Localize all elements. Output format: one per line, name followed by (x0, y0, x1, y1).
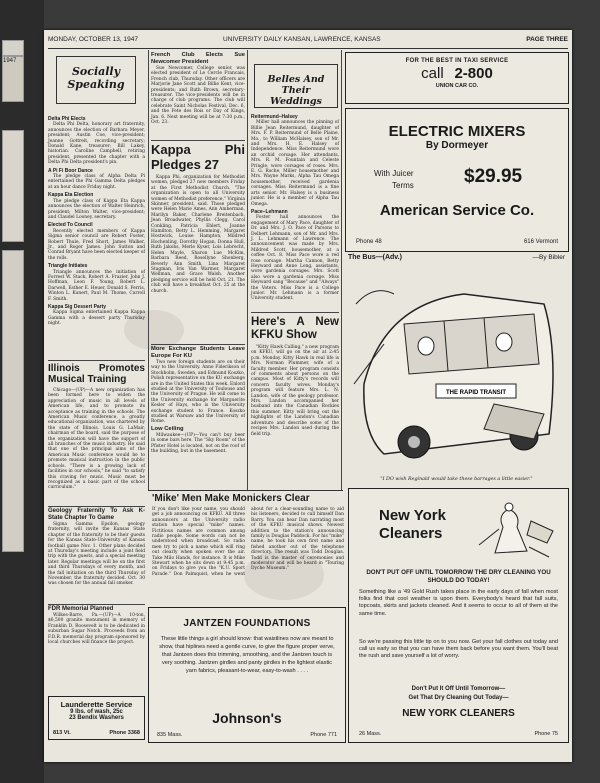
jantzen-store: Johnson's (212, 710, 282, 726)
cleaners-slogan-1: Don't Put It Off Until Tomorrow— (411, 686, 506, 692)
low-ceiling-body: Milwaukee—(UP)—You can't buy beer in some bars here. The "Sky Room" of the Pfister Hotel is located, not on the roof of the building, but in the basement. (151, 433, 245, 455)
kappa-phi-headline: Kappa Phi Pledges 27 (151, 142, 245, 172)
page-header (48, 34, 568, 49)
low-ceiling-article (151, 426, 245, 488)
launderette-price: 9 lbs. of wash, 25c (70, 709, 123, 715)
kappa-phi-body: Kappa Phi, organization for Methodist women, pledged 27 new members Friday at the First Methodist Church. "The organization is open to all University women of Methodist preference," Virginia Skinner, president, said. Those pledged were Helen Marie Ames, Ann Amberman, Marilyn Baker, Charlene Breitenbach, Jean Broadwater, Phyllis Clegg, Carol Conkling, Patricia Ehlert, Joanne Hamilton, Betty L. Hemming, Margaret Hostwick, Louise Hampton, Mildred Hochenling, Dorothy Hogan, Donna Hull, Ruth Jakobs, Merle Kyser, Lois Lebrecht, Helen Mayle, Sharon Lue McKim, Barbara Reed, Rosellyne Shonberg, Beverly Ann Smith, Lina Margaret Stagman, Iris Van Warmer, Margaret Wellman, and Grace Walsh. Another pledging service will be held Oct. 21. The club will have a breakfast Oct. 25 at the church. (151, 175, 245, 294)
cleaners-title: New York Cleaners (379, 507, 446, 542)
society-item: Kappa Sig Dessert Party Kappa Sigma entertained Kappa Kappa Gamma with a dessert party Thursday night. (48, 304, 145, 327)
newspaper-page (44, 30, 572, 762)
society-item: Elected To Council Recently elected members of Kappa Sigma senior council are Robert Foster, Robert Thule, Fred Short, James Walker, Jr., and Roger James. John Sutton and Conrad Bryant have been elected keeper of the rolls. (48, 222, 145, 261)
edge-year: 1947 (3, 58, 17, 64)
wedding-item: Pace–Lehmann Foster hall announces the engagement of Mary Pace, daughter of Dr. and Mrs. J. O. Pace of Parsons to Delbert Lehmann, son of Mr. and Mrs. J. L. Lehmann of Lawrence. The announcement was made by Mrs. Mildred Scott, housemother, at a coffee Oct. 8. Miss Pace wore a red rose corsage. Martha Cannon, Betty Heyward and Anne Long, assistants, wore gardenia corsages. Mrs. Scott also wore a gardenia corsage. Miss Heyward sang "Because" and "Always" the Voters. Miss Pace is a College junior. Mr. Lehmann is a former University student. (251, 208, 339, 302)
french-club-headline: French Club Elects Sue Newcomer President (151, 52, 245, 65)
kfku-article (251, 316, 339, 486)
cleaners-address: 26 Mass. (359, 731, 382, 737)
geology-body: Sigma Gamma Epsilon, geology fraternity, will invite the Kansas State chapter of the fraternity to be their guests for the Kansas State-University of Kansas football game Nov. 1. Other plans decided at Thursday's meeting include a joint field trip with the guests, and a special meeting later. Regular meetings will be on the first and third Thursdays of every month, and the fall initiation on the third Thursday of November, the fraternity decided. Oct. 30 was chosen for the annual fall smoker. (48, 522, 145, 587)
belles-column (251, 112, 339, 302)
adjacent-page-edge (0, 0, 44, 783)
illinois-headline: Illinois Promotes Musical Training (48, 363, 145, 385)
header-date: MONDAY, OCTOBER 13, 1947 (48, 36, 138, 43)
jantzen-phone: Phone 771 (310, 732, 337, 738)
cleaners-phone: Phone 75 (534, 731, 558, 737)
jantzen-title: JANTZEN FOUNDATIONS (183, 618, 311, 629)
jantzen-copy: These little things a girl should know: that waistlines now are meant to show, that hiplines need a gentle curve, to give the figure proper verve, that Jantzen does this trimming, smoothing, and the Jantzen touch is very soothing. Jantzen girdles and panty girdles in the lightest elastic yarn fabrics, pleasant-to-wear, easy-to-wash . . . . (159, 636, 335, 674)
society-item: Triangle Initiates Triangle announces the initiation of Forrest W. Stack, Robert A. Frazier, John J. Hoffman, Leon F. Young, Robert L. Darwell, Esther E. Heuer, Donald S. Ferris, Winton L. Kunert, Paul M. Thome, Carroll F. Smith. (48, 263, 145, 302)
fdr-article (48, 606, 145, 694)
taxi-call: call 2-800 (421, 65, 493, 82)
jantzen-ad (148, 607, 346, 743)
belles-title: Belles And Their Weddings (254, 64, 338, 108)
french-club-body: Sue Newcomer, College senior, was elected president of Le Cercle Francais, French club, Thursday. Other officers are Marjorie Jane Scott and Billie Kent, vice-presidents; and Ruth Brown, secretary-treasurer. The vice-presidents will be in charge of club programs. The club will celebrate Saint Nicholas Festival, Dec. 6, and the Fete des Rois or Day of Kings, Jan. 6. Next meeting will be at 7:30 p.m., Oct. 23. (151, 66, 245, 126)
cleaners-illustration (469, 501, 559, 563)
kfku-body: "Kitty Hawk Calling," a new program on KFKU, will go on the air at 2:45 p.m. Monday. Kitty Hawk in real life is Mrs. Norman Plummer, wife of a faculty member. Her program consists of comments about persons on the campus. Most of Kitty's records will concern faculty wives. Monday's program will feature Mrs. L. N. Landon, wife of the geology professor. Mrs. Landon accompanied her husband into the Canadian Rockies this summer. Kitty will bring out the highlights of the Landon's Canadian adventure and describe some of the recipes Mrs. Landon used during the field trip. (251, 345, 339, 437)
geology-article (48, 508, 145, 603)
wedding-item: Reitermund–Halsey Miller hall announces the pinning of Billie Jean Reitermund, daughter of Mrs. F. P. Reitermund of Belle Plaine, Mo., to William McHalsey, son of Mr. and Mrs. H. E. Halsey of Independence. Miss Reitermund wore an orchid corsage. Her attendants, Mrs. R. M. Fountain and Celeste Pringle, wore corsages of roses. Mrs. E. G. Roche, Miller housemother and Mrs. Wayne Marks, Alpha Tau Omega housemother, received gardenia corsages. Miss Reitermund is a fine arts senior. Mr. Halsey is a business junior. He is a member of Alpha Tau Omega. (251, 114, 339, 207)
cleaners-body-2: So we're passing this little tip on to you now. Get your fall clothes out today and call us early so that you can have them back before you want them. You'll beat the rush and save yourself a lot of worry. (359, 639, 558, 660)
society-item: Kappa Eta Election The pledge class of Kappa Eta Kappa announces the election of Walter Heinrich, president; Milton Walter, vice-president; and Claudel Looney, secretary. (48, 192, 145, 220)
header-paper-name: UNIVERSITY DAILY KANSAN, LAWRENCE, KANSAS (223, 36, 381, 43)
cleaners-headline: DON'T PUT OFF UNTIL TOMORROW THE DRY CLEANING YOU SHOULD DO TODAY! (366, 569, 551, 584)
kappa-phi-article (151, 142, 245, 342)
launderette-ad (48, 696, 145, 740)
header-page-number: PAGE THREE (526, 36, 568, 43)
exchange-article (151, 346, 245, 424)
illinois-body: Chicago—(UP)—A new organization has been formed here to widen the appreciation of music in all levels of American life, and to promote its acceptance as training in the schools. The American Music conference, a greatly educational organization, was chartered by the state of Illinois. Louis G. LaMair, chairman of the board, said the purpose of the organization will have the support of all branches of the music industry. He said that one of the principal aims of the American Music conference would be to promote musical instruction in the public schools. "There is a growing lack of facilities in our schools," he said "to satisfy this craving for music. Music must be recognized as a basic part of the school curriculum." (48, 388, 145, 491)
society-item: A Pi Fi Boor Dance The pledge class of Alpha Delta Pi entertained the Phi Gamma Delta pledges at an hour dance Friday night. (48, 167, 145, 190)
cartoon-byline: —By Bibler (532, 254, 565, 261)
launderette-address: 813 Vt. (53, 730, 71, 736)
mixer-store: American Service Co. (379, 202, 535, 219)
exchange-body: Two new foreign students are on their way to the University. Anne Fiderikson of Stockholm, Sweden, and Edmund Koszko, Polish representative on the KU exchange are in the United States this week. Enlord studied at the University of Toulouse and the University of Prague. He will come to the University exchange for Marguerite Kesler of Hays, who is the University exchange student to France. Koszko studied at Warsaw and the University of Rome. (151, 360, 245, 425)
mixer-price: $29.95 (464, 166, 523, 187)
launderette-phone: Phone 3368 (109, 730, 140, 736)
fdr-headline: FDR Memorial Planned (48, 606, 114, 612)
society-item: Delta Phi Elects Delta Phi Delta, honorary art fraternity, announces the election of Barbara Meyer, president; Austin Coe, vice-president; Jeanne Gottreit, recording secretary; Donald Kane, treasurer; Bill Lakey, historian. Caroline Campbell, retiring president, presented the chapter with a Delta Phi Delta president's pin. (48, 116, 145, 166)
bus-cartoon (344, 254, 569, 484)
geology-headline: Geology Fraternity To Ask K-State Chapter To Game (48, 508, 145, 521)
bus-illustration (344, 264, 569, 469)
low-ceiling-headline: Low Ceiling (151, 426, 184, 432)
fdr-body: Wilkes-Barre, Pa.—(UP)—A 10-ton, $6,500 granite monument in memory of Franklin D. Roosevelt is to be dedicated in suburban Sugar Notch. Proceeds from an F.D.R. memorial day program sponsored by local churches will finance the project. (48, 613, 145, 646)
cleaners-store: NEW YORK CLEANERS (402, 708, 515, 719)
launderette-name: Launderette Service (60, 700, 133, 709)
society-title: Socially Speaking (56, 56, 136, 104)
cleaners-ad (348, 488, 569, 743)
mixer-address: 616 Vermont (523, 239, 558, 245)
mixer-terms: Terms (392, 181, 414, 190)
mike-men-body: If you don't like your name, you should get a job announcing on KFKU. All three announcers at the University radio station have special "mike" names. Fictitious names are common among radio people. Some words can not be understood when broadcast. So radio men try to pick a name which will ring out clearly when spoken over the air. Take Milo Hands, for instance. It is Mike Stewart when he sits down at 9:45 p.m. on Fridays to give you the "K.U. Sport Parade." Don Palmquist, when he went about for a clear-sounding name to aid his listeners, decided to call himself Dan Barry. You can hear Dan narrating most of the KFKU musical shows. Newest addition to the station's announcing family is Douglas Paddock. For his "mike" name, he took his own first name and fished another out of the telephone directory. The result was Todd Douglas. Todd is the master of ceremonies and moderator and will be heard in "Touring Dyche Museum." (152, 507, 344, 577)
society-title-box (48, 52, 144, 112)
jantzen-address: 835 Mass. (157, 732, 183, 738)
mike-men-headline: 'Mike' Men Make Monickers Clear (152, 493, 310, 504)
launderette-washers: 23 Bendix Washers (69, 715, 124, 721)
exchange-headline: More Exchange Students Leave Europe For KU (151, 346, 245, 359)
cartoon-title: The Bus—(Adv.) (348, 254, 402, 261)
mixer-ad (345, 108, 569, 252)
society-column (48, 114, 145, 374)
page-tab (2, 250, 24, 552)
mixer-phone: Phone 48 (356, 239, 382, 245)
mixer-juicer: With Juicer (374, 169, 414, 178)
taxi-ad (345, 52, 569, 104)
french-club-article (151, 52, 245, 126)
taxi-headline: FOR THE BEST IN TAXI SERVICE (405, 58, 509, 64)
illinois-article (48, 363, 145, 505)
bus-sign: THE RAPID TRANSIT (446, 390, 506, 396)
page-tab (2, 130, 24, 242)
taxi-company: UNION CAR CO. (435, 83, 479, 89)
kfku-headline: Here's A New KFKU Show (251, 316, 339, 341)
cartoon-caption: "I DO wish Reginald would take these barrages a little easier." (380, 477, 533, 482)
cleaners-body-1: Something like a '49 Gold Rush takes place in the early days of fall when most folks find that cool weather is upon them. Everybody's heard that fall suits, topcoats, skirts and jackets cleaned. And it seems to occur to all of them at the same time. (359, 589, 558, 617)
page-tab (2, 40, 24, 56)
mixer-title: ELECTRIC MIXERS (388, 123, 526, 140)
cleaners-slogan-2: Get That Dry Cleaning Out Today— (408, 695, 509, 701)
mixer-brand: By Dormeyer (425, 140, 489, 151)
